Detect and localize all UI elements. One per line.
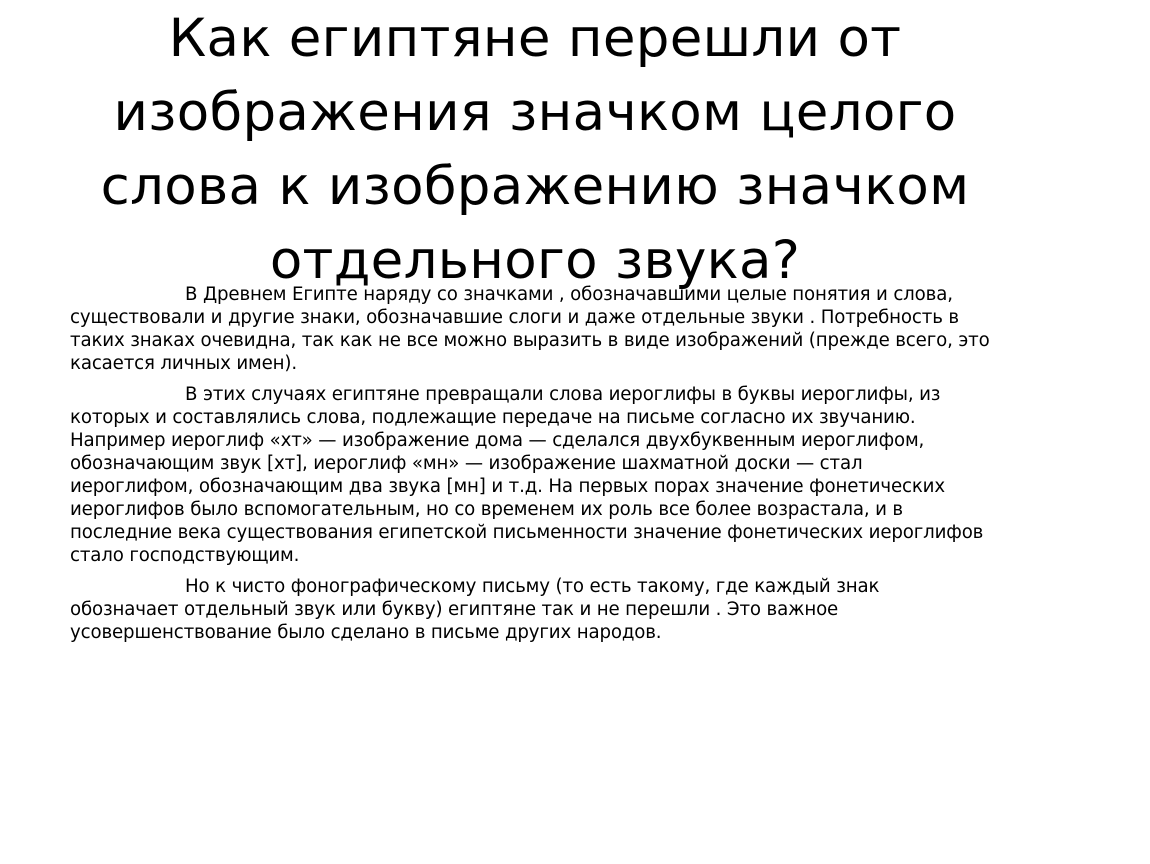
slide-title: Как египтяне перешли от изображения значком целого слова к изображению значком отдельного звука? [100,8,970,291]
body-paragraph-3: Но к чисто фонографическому письму (то есть такому, где каждый знак обозначает отдельный звук или букву) египтяне так и не перешли . Это важное усовершенствование было сделано в письме других народов. [70,576,880,643]
slide-body [70,283,990,652]
body-paragraph-2: В этих случаях египтяне превращали слова иероглифы в буквы иероглифы, из которых и составлялись слова, подлежащие передаче на письме согласно их звучанию. Например иероглиф «хт» — изображение дома — сделался двухбуквенным иероглифом, обозначающим звук [хт], иероглиф «мн» — изображение шахматной доски — стал иероглифом, обозначающим два звука [мн] и т.д. На первых порах значение фонетических иероглифов было вспомогательным, но со временем их роль все более возрастала, и в последние века существования египетской письменности значение фонетических иероглифов стало господствующим. [70,384,984,566]
body-paragraph-1: В Древнем Египте наряду со значками , обозначавшими целые понятия и слова, существовали и другие знаки, обозначавшие слоги и даже отдельные звуки . Потребность в таких знаках очевидна, так как не все можно выразить в виде изображений (прежде всего, это касается личных имен). [70,284,990,374]
